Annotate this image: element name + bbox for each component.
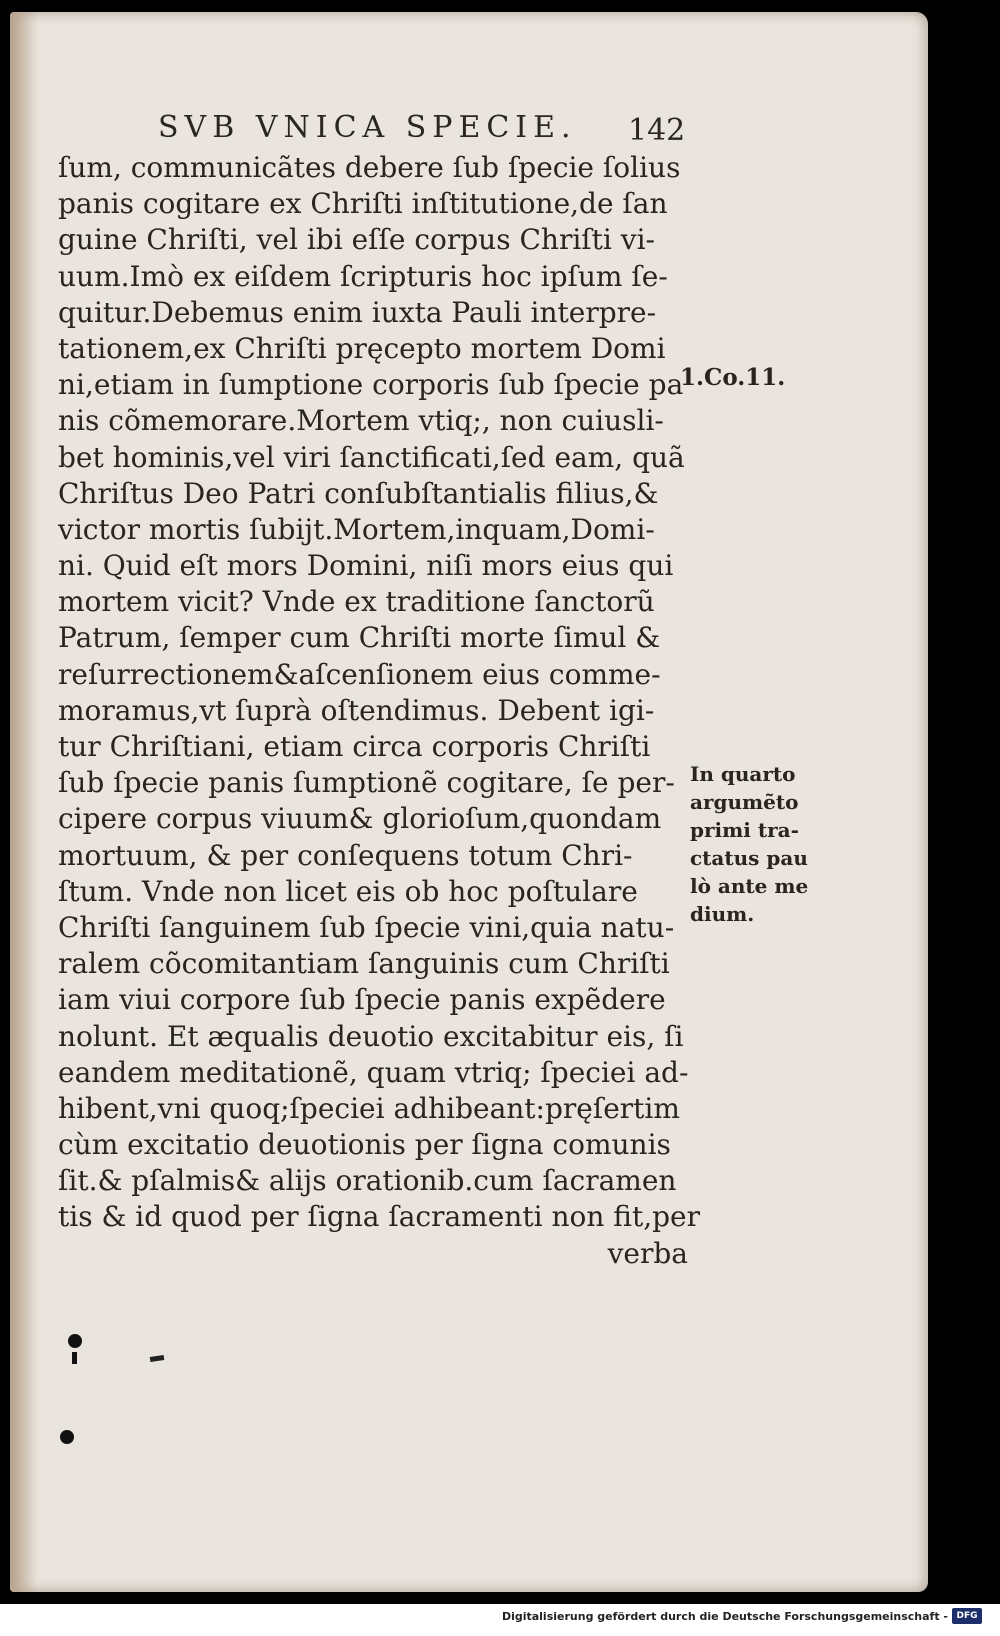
text-line: ſum, communicãtes debere ſub ſpecie ſolius — [58, 151, 681, 184]
funding-notice: Digitalisierung gefördert durch die Deutsche Forschungsgemeinschaft - — [501, 1610, 948, 1623]
text-line: Chriſtus Deo Patri conſubſtantialis filius,& — [58, 476, 659, 510]
text-line: cipere corpus viuum& glorioſum,quondam — [58, 802, 662, 836]
text-line: ſit.& pſalmis& alijs orationib.cum ſacramen — [58, 1164, 677, 1198]
text-line: ralem cõcomitantiam ſanguinis cum Chriſti — [58, 947, 670, 981]
text-line: cùm excitatio deuotionis per ſigna comunis — [58, 1128, 671, 1162]
margin-gloss-line: lò ante me — [690, 874, 809, 898]
ink-blot — [60, 1430, 74, 1444]
text-line: bet hominis,vel viri ſanctificati,ſed eam, quã — [58, 440, 685, 474]
catchword: verba — [607, 1236, 688, 1270]
text-line: nis cõmemorare.Mortem vtiq;, non cuiusli- — [58, 404, 664, 438]
folio-number: 142 — [628, 113, 686, 148]
text-line: uum.Imò ex eiſdem ſcripturis hoc ipſum ſe- — [58, 259, 668, 293]
text-line: tur Chriſtiani, etiam circa corporis Chriſti — [58, 730, 651, 763]
text-line: reſurrectionem&aſcenſionem eius comme- — [58, 657, 661, 691]
margin-gloss — [690, 760, 808, 928]
margin-gloss-line: In quarto — [690, 762, 796, 786]
text-line: victor mortis ſubijt.Mortem,inquam,Domi- — [58, 512, 655, 546]
text-line: guine Chriſti, vel ibi eſſe corpus Chriſti vi- — [58, 223, 655, 257]
text-line: ſtum. Vnde non licet eis ob hoc poſtulare — [58, 874, 638, 908]
margin-gloss-line: argumẽto — [690, 790, 799, 814]
margin-gloss-line: primi tra- — [690, 818, 799, 842]
text-line: Chriſti ſanguinem ſub ſpecie vini,quia natu- — [58, 910, 675, 944]
text-line: quitur.Debemus enim iuxta Pauli interpre- — [58, 295, 657, 329]
footer-bar — [0, 1604, 1000, 1636]
page-gutter — [10, 12, 38, 1592]
ink-mark — [72, 1352, 77, 1364]
text-line: ſub ſpecie panis ſumptionẽ cogitare, ſe per- — [58, 766, 675, 800]
text-line: ni. Quid eſt mors Domini, niſi mors eius qui — [58, 549, 674, 583]
running-head: SVB VNICA SPECIE. — [158, 110, 577, 145]
text-line: tationem,ex Chriſti pręcepto mortem Domi — [58, 331, 666, 365]
text-line: hibent,vni quoq;ſpeciei adhibeant:pręſertim — [58, 1091, 680, 1125]
ink-blot — [68, 1334, 82, 1348]
text-line: eandem meditationẽ, quam vtriq; ſpeciei ad- — [58, 1055, 689, 1089]
text-line: mortuum, & per conſequens totum Chri- — [58, 838, 633, 872]
dfg-logo: DFG — [952, 1608, 982, 1624]
margin-gloss-line: dium. — [690, 902, 755, 926]
text-line: tis & id quod per ſigna ſacramenti non fit,per — [58, 1200, 700, 1234]
text-line: ni,etiam in ſumptione corporis ſub ſpecie pa — [58, 368, 684, 402]
text-line: panis cogitare ex Chriſti inſtitutione,de ſan — [58, 187, 668, 221]
margin-reference: 1.Co.11. — [680, 364, 786, 391]
text-line: Patrum, ſemper cum Chriſti morte ſimul & — [58, 621, 661, 655]
text-line: nolunt. Et æqualis deuotio excitabitur eis, ſi — [58, 1019, 684, 1053]
text-line: iam viui corpore ſub ſpecie panis expẽdere — [58, 983, 666, 1017]
body-text — [58, 150, 700, 1272]
text-line: moramus,vt ſuprà oſtendimus. Debent igi- — [58, 693, 655, 727]
text-line: mortem vicit? Vnde ex traditione ſanctorũ — [58, 585, 655, 619]
margin-gloss-line: ctatus pau — [690, 846, 808, 870]
